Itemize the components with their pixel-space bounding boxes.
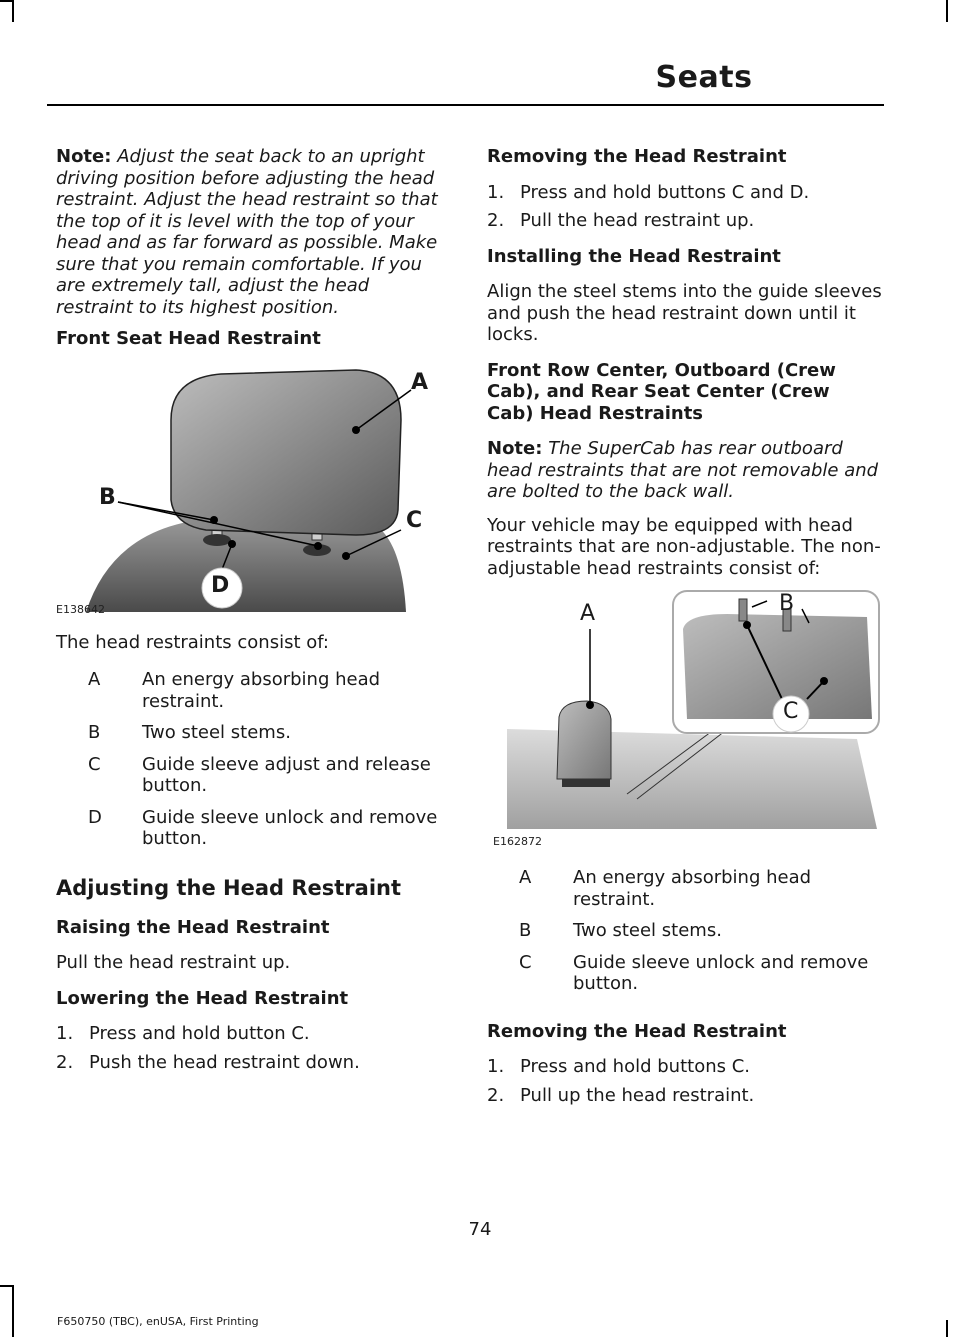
callout-C: C [406,507,423,533]
step-item: 1. Press and hold button C. [56,1023,310,1044]
callout-C: C [783,699,799,724]
legend-item: C Guide sleeve adjust and release button. [88,753,431,796]
crop-mark [0,1285,14,1287]
legend-item: A An energy absorbing head restraint. [519,867,812,910]
legend-item: C Guide sleeve unlock and remove button. [519,951,869,994]
callout-B: B [779,591,795,616]
callout-D: D [211,572,230,598]
note-label: Note: [56,146,112,167]
legend-item: A An energy absorbing head restraint. [88,669,381,712]
figure-code: E138642 [56,602,105,616]
crop-mark [946,1320,948,1337]
vehicle-text: Your vehicle may be equipped with head restraints that are non-adjustable. The non-adjustable head restraints consist of: [487,514,881,579]
installing-heading: Installing the Head Restraint [487,245,781,267]
step-item: 2. Push the head restraint down. [56,1051,360,1073]
step-item: 2. Pull up the head restraint. [487,1084,755,1106]
consist-intro: The head restraints consist of: [56,631,329,653]
step-item: 1. Press and hold buttons C. [487,1056,751,1077]
callout-A: A [411,369,429,395]
right-column [487,146,882,1106]
legend-item: D Guide sleeve unlock and remove button. [88,806,438,849]
crop-mark [946,0,948,22]
note-paragraph [487,438,882,503]
front-seat-heading: Front Seat Head Restraint [56,328,321,349]
step-item: 1. Press and hold buttons C and D. [487,181,810,203]
legend-list [519,867,882,995]
crop-mark [12,1285,14,1337]
header-divider [47,104,884,106]
page-number: 74 [468,1219,492,1240]
callout-B: B [99,484,116,510]
left-column [56,146,446,1073]
adjusting-heading: Adjusting the Head Restraint [56,875,402,900]
legend-item: B Two steel stems. [88,722,291,743]
center-restraints-heading: Front Row Center, Outboard (Crew Cab), and Rear Seat Center (Crew Cab) Head Restraints [487,359,836,424]
legend-item: B Two steel stems. [519,920,722,941]
front-head-restraint-figure [56,350,446,618]
removing2-heading: Removing the Head Restraint [487,1020,787,1042]
step-item: 2. Pull the head restraint up. [487,210,755,231]
lowering-heading: Lowering the Head Restraint [56,987,349,1009]
note-text: Adjust the seat back to an upright driving position before adjusting the head restraint. Adjust the head restraint so that the top of it is level with the top of your head and as far forward as possible. Make sure that you remain comfortable. If you are extremely tall, adjust the head restraint to its highest position. [56,146,438,318]
note-label: Note: [487,438,543,459]
raising-text: Pull the head restraint up. [56,952,291,973]
figure-code: E162872 [493,835,542,848]
head-restraint-illustration [56,350,446,618]
legend-list [88,669,446,850]
crop-mark [12,0,14,22]
non-adjustable-restraint-figure [487,589,882,859]
page-section-title: Seats [655,60,753,95]
installing-text: Align the steel stems into the guide sleeves and push the head restraint down until it locks. [487,281,882,345]
callout-A: A [580,601,596,626]
removing-heading: Removing the Head Restraint [487,146,787,167]
crop-mark [0,0,12,2]
non-adjustable-restraint-illustration [487,589,882,859]
note-paragraph [56,146,446,318]
note-text: The SuperCab has rear outboard head restraints that are not removable and are bolted to the back wall. [487,438,879,502]
doc-info: F650750 (TBC), enUSA, First Printing [57,1315,259,1328]
raising-heading: Raising the Head Restraint [56,916,330,938]
